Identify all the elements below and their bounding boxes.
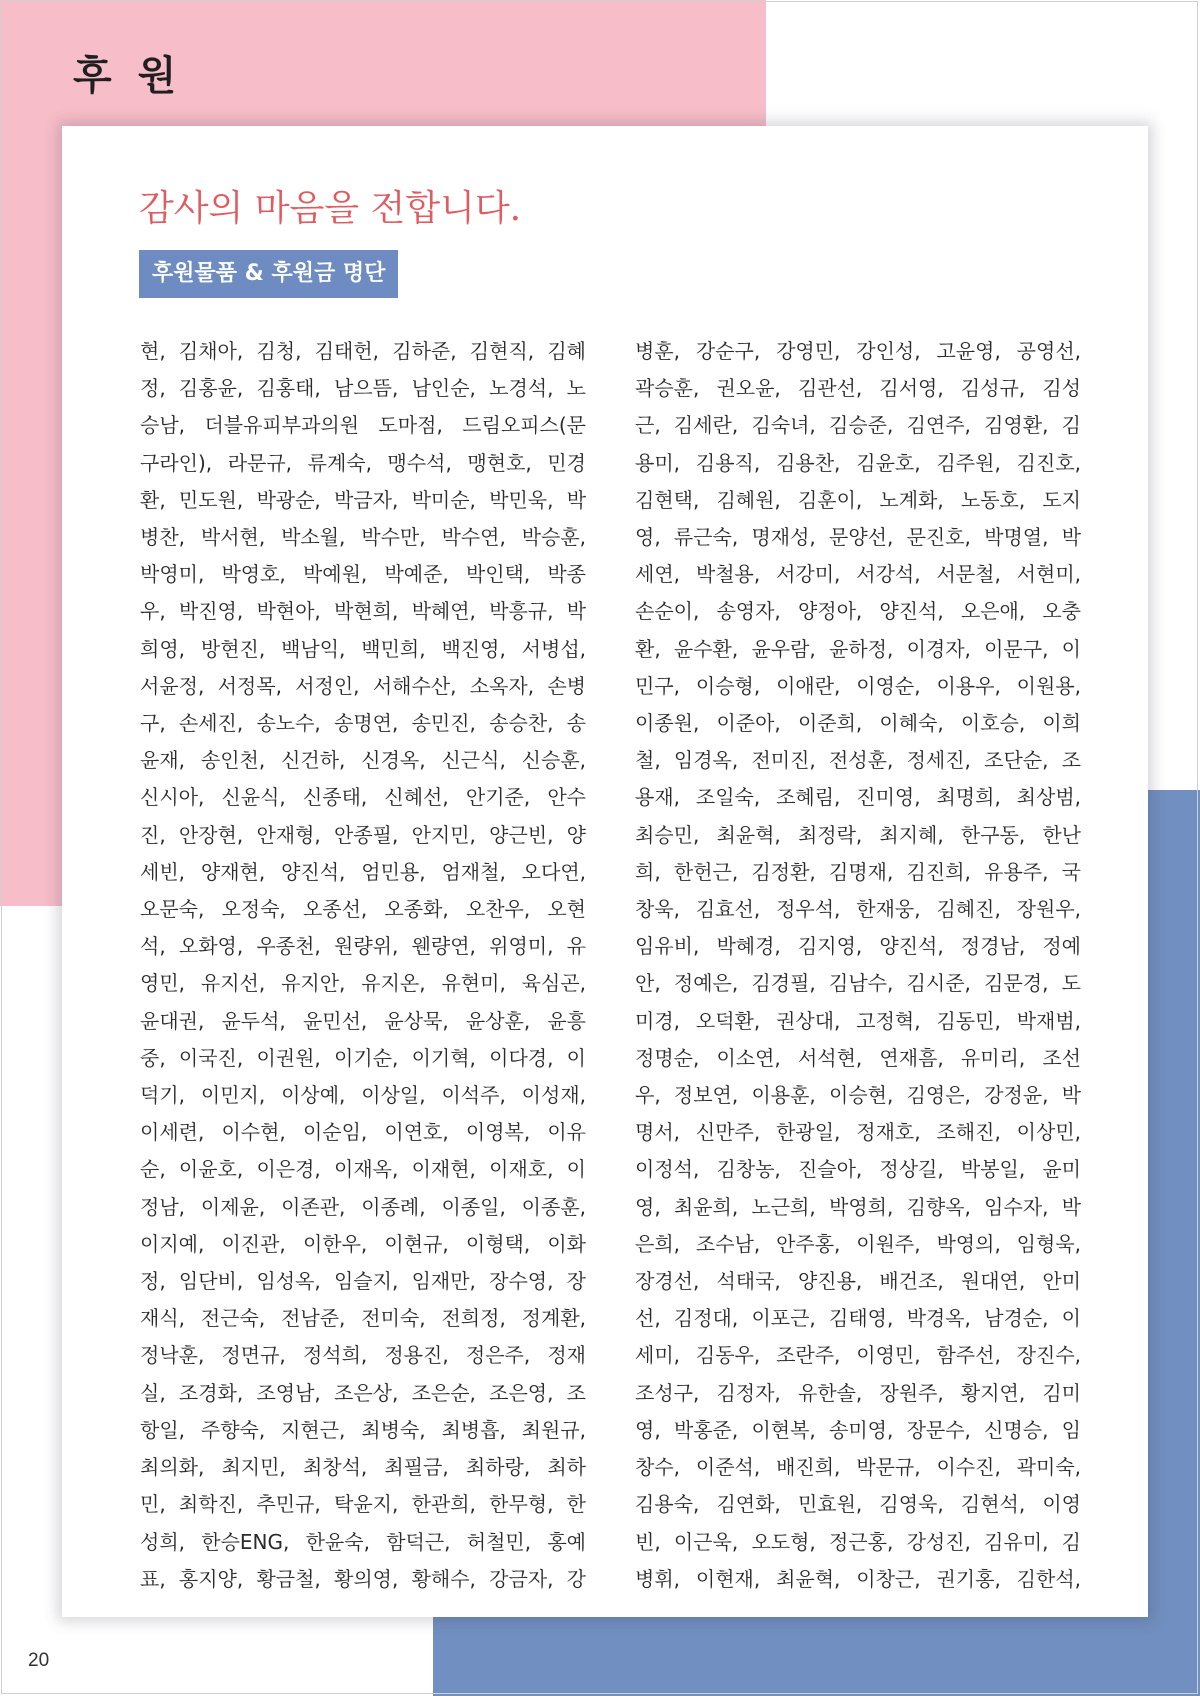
donor-line: 실, 조경화, 조영남, 조은상, 조은순, 조은영, 조 xyxy=(140,1380,586,1405)
donor-line: 미경, 오덕환, 권상대, 고정혁, 김동민, 박재범, xyxy=(635,1008,1081,1033)
donor-line: 영, 박홍준, 이현복, 송미영, 장문수, 신명승, 임 xyxy=(635,1417,1081,1442)
donor-line: 명서, 신만주, 한광일, 정재호, 조해진, 이상민, xyxy=(635,1120,1081,1145)
donor-line: 최승민, 최윤혁, 최정락, 최지혜, 한구동, 한난 xyxy=(635,822,1081,847)
donor-line: 신시아, 신윤식, 신종태, 신혜선, 안기준, 안수 xyxy=(140,785,586,810)
donor-line: 세연, 박철용, 서강미, 서강석, 서문철, 서현미, xyxy=(635,562,1081,587)
donor-line: 병휘, 이현재, 최윤혁, 이창근, 권기홍, 김한석, xyxy=(635,1566,1081,1591)
donor-line: 용미, 김용직, 김용찬, 김윤호, 김주원, 김진호, xyxy=(635,450,1081,475)
donor-line: 표, 홍지양, 황금철, 황의영, 황해수, 강금자, 강 xyxy=(140,1566,586,1591)
donor-line: 성희, 한승ENG, 한윤숙, 함덕근, 허철민, 홍예 xyxy=(140,1529,586,1554)
donor-line: 창욱, 김효선, 정우석, 한재웅, 김혜진, 장원우, xyxy=(635,897,1081,922)
donor-line: 이정석, 김창농, 진슬아, 정상길, 박봉일, 윤미 xyxy=(635,1157,1081,1182)
donor-line: 곽승훈, 권오윤, 김관선, 김서영, 김성규, 김성 xyxy=(635,376,1081,401)
donor-line: 임유비, 박혜경, 김지영, 양진석, 정경남, 정예 xyxy=(635,934,1081,959)
donor-line: 이세련, 이수현, 이순임, 이연호, 이영복, 이유 xyxy=(140,1120,586,1145)
page-heading: 감사의 마음을 전합니다. xyxy=(139,188,522,229)
donor-line: 손순이, 송영자, 양정아, 양진석, 오은애, 오충 xyxy=(635,599,1081,624)
donor-line: 박영미, 박영호, 박예원, 박예준, 박인택, 박종 xyxy=(140,562,586,587)
donor-line: 오문숙, 오정숙, 오종선, 오종화, 오찬우, 오현 xyxy=(140,897,586,922)
donor-list-right-column xyxy=(635,333,1081,1598)
content-card xyxy=(62,126,1148,1617)
donor-line: 선, 김정대, 이포근, 김태영, 박경옥, 남경순, 이 xyxy=(635,1306,1081,1331)
donor-line: 병훈, 강순구, 강영민, 강인성, 고윤영, 공영선, xyxy=(635,339,1081,363)
donor-line: 우, 박진영, 박현아, 박현희, 박혜연, 박흥규, 박 xyxy=(140,599,586,624)
donor-line: 승남, 더블유피부과의원 도마점, 드림오피스(문 xyxy=(140,413,586,438)
donor-line: 희, 한헌근, 김정환, 김명재, 김진희, 유용주, 국 xyxy=(635,859,1081,884)
donor-line: 용재, 조일숙, 조혜림, 진미영, 최명희, 최상범, xyxy=(635,785,1081,810)
donor-line: 서윤정, 서정목, 서정인, 서해수산, 소옥자, 손병 xyxy=(140,673,586,698)
donor-line: 중, 이국진, 이권원, 이기순, 이기혁, 이다경, 이 xyxy=(140,1045,586,1070)
donor-line: 세미, 김동우, 조란주, 이영민, 함주선, 장진수, xyxy=(635,1343,1081,1368)
subheading-label: 후원물품 & 후원금 명단 xyxy=(139,250,398,298)
section-title: 후 원 xyxy=(73,53,183,99)
donor-line: 장경선, 석태국, 양진용, 배건조, 원대연, 안미 xyxy=(635,1269,1081,1294)
donor-line: 진, 안장현, 안재형, 안종필, 안지민, 양근빈, 양 xyxy=(140,822,586,847)
donor-line: 희영, 방현진, 백남익, 백민희, 백진영, 서병섭, xyxy=(140,636,586,661)
donor-line: 정낙훈, 정면규, 정석희, 정용진, 정은주, 정재 xyxy=(140,1343,586,1368)
donor-line: 김용숙, 김연화, 민효원, 김영욱, 김현석, 이영 xyxy=(635,1492,1081,1517)
donor-line: 안, 정예은, 김경필, 김남수, 김시준, 김문경, 도 xyxy=(635,971,1081,996)
donor-line: 창수, 이준석, 배진희, 박문규, 이수진, 곽미숙, xyxy=(635,1455,1081,1480)
donor-line: 최의화, 최지민, 최창석, 최필금, 최하랑, 최하 xyxy=(140,1455,586,1480)
donor-line: 윤대권, 윤두석, 윤민선, 윤상묵, 윤상훈, 윤흥 xyxy=(140,1008,586,1033)
donor-line: 은희, 조수남, 안주홍, 이원주, 박영의, 임형욱, xyxy=(635,1231,1081,1256)
donor-line: 병찬, 박서현, 박소월, 박수만, 박수연, 박승훈, xyxy=(140,525,586,550)
donor-line: 구, 손세진, 송노수, 송명연, 송민진, 송승찬, 송 xyxy=(140,711,586,736)
donor-line: 근, 김세란, 김숙녀, 김승준, 김연주, 김영환, 김 xyxy=(635,413,1081,438)
donor-line: 순, 이윤호, 이은경, 이재옥, 이재현, 이재호, 이 xyxy=(140,1157,586,1182)
donor-line: 이지예, 이진관, 이한우, 이현규, 이형택, 이화 xyxy=(140,1231,586,1256)
donor-line: 김현택, 김혜원, 김훈이, 노계화, 노동호, 도지 xyxy=(635,487,1081,512)
donor-line: 민구, 이승형, 이애란, 이영순, 이용우, 이원용, xyxy=(635,673,1081,698)
donor-line: 구라인), 라문규, 류계숙, 맹수석, 맹현호, 민경 xyxy=(140,450,586,475)
donor-line: 현, 김채아, 김청, 김태헌, 김하준, 김현직, 김혜 xyxy=(140,339,586,363)
donor-list-left-column xyxy=(140,333,586,1598)
donor-line: 정명순, 이소연, 서석현, 연재흠, 유미리, 조선 xyxy=(635,1045,1081,1070)
page-number: 20 xyxy=(28,1650,50,1671)
donor-line: 환, 윤수환, 윤우람, 윤하정, 이경자, 이문구, 이 xyxy=(635,636,1081,661)
donor-line: 영, 류근숙, 명재성, 문양선, 문진호, 박명열, 박 xyxy=(635,525,1081,550)
donor-line: 이종원, 이준아, 이준희, 이혜숙, 이호승, 이희 xyxy=(635,711,1081,736)
donor-line: 환, 민도원, 박광순, 박금자, 박미순, 박민욱, 박 xyxy=(140,487,586,512)
donor-line: 영, 최윤희, 노근희, 박영희, 김향옥, 임수자, 박 xyxy=(635,1194,1081,1219)
donor-line: 민, 최학진, 추민규, 탁윤지, 한관희, 한무형, 한 xyxy=(140,1492,586,1517)
donor-line: 영민, 유지선, 유지안, 유지온, 유현미, 육심곤, xyxy=(140,971,586,996)
donor-line: 정남, 이제윤, 이존관, 이종례, 이종일, 이종훈, xyxy=(140,1194,586,1219)
donor-line: 세빈, 양재현, 양진석, 엄민용, 엄재철, 오다연, xyxy=(140,859,586,884)
donor-line: 석, 오화영, 우종천, 원량위, 웬량연, 위영미, 유 xyxy=(140,934,586,959)
donor-line: 우, 정보연, 이용훈, 이승현, 김영은, 강정윤, 박 xyxy=(635,1083,1081,1108)
donor-line: 정, 임단비, 임성옥, 임슬지, 임재만, 장수영, 장 xyxy=(140,1269,586,1294)
donor-line: 조성구, 김정자, 유한솔, 장원주, 황지연, 김미 xyxy=(635,1380,1081,1405)
donor-line: 철, 임경옥, 전미진, 전성훈, 정세진, 조단순, 조 xyxy=(635,748,1081,773)
donor-line: 항일, 주향숙, 지현근, 최병숙, 최병흡, 최원규, xyxy=(140,1417,586,1442)
donor-line: 덕기, 이민지, 이상예, 이상일, 이석주, 이성재, xyxy=(140,1083,586,1108)
donor-line: 윤재, 송인천, 신건하, 신경옥, 신근식, 신승훈, xyxy=(140,748,586,773)
donor-line: 재식, 전근숙, 전남준, 전미숙, 전희정, 정계환, xyxy=(140,1306,586,1331)
donor-line: 빈, 이근욱, 오도형, 정근홍, 강성진, 김유미, 김 xyxy=(635,1529,1081,1554)
donor-line: 정, 김홍윤, 김홍태, 남으뜸, 남인순, 노경석, 노 xyxy=(140,376,586,401)
